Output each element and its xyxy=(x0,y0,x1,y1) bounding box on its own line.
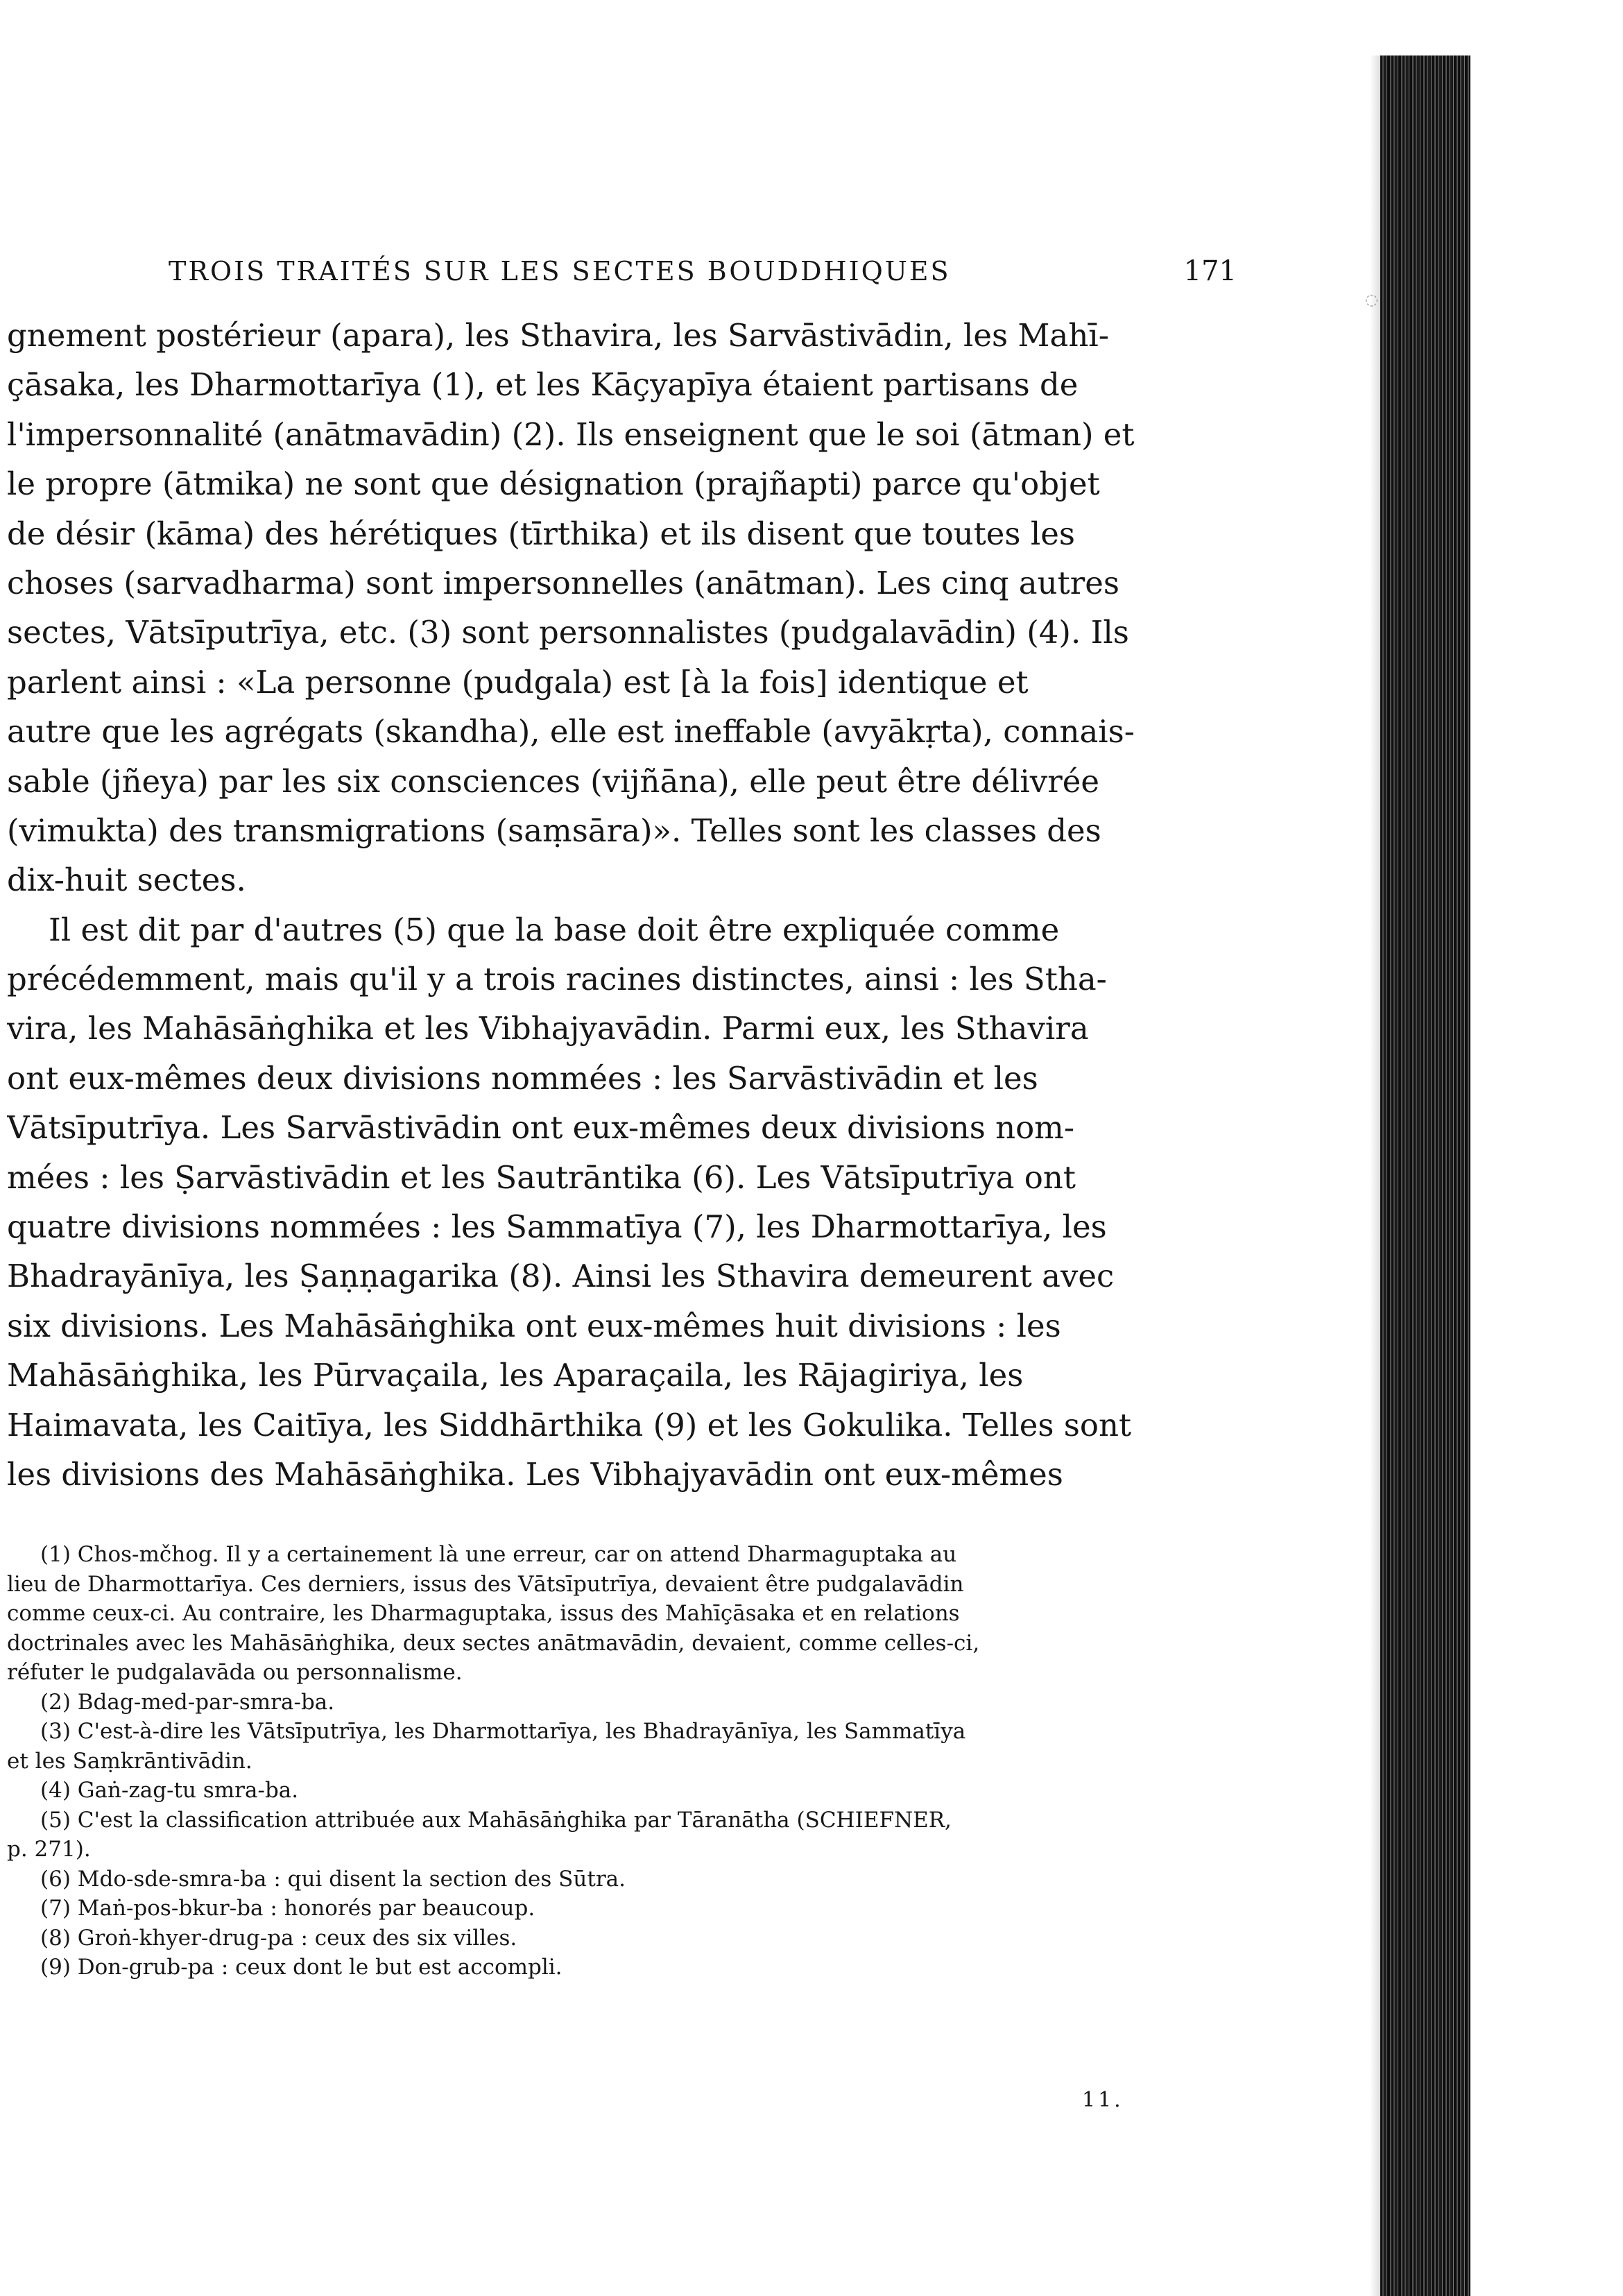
text-line: l'impersonnalité (anātmavādin) (2). Ils enseignent que le soi (ātman) et xyxy=(7,415,1135,453)
footnote-line: comme ceux-ci. Au contraire, les Dharmaguptaka, issus des Mahīçāsaka et en relations xyxy=(7,1601,960,1626)
footnotes xyxy=(7,1540,1224,1982)
footnote-line: et les Saṃkrāntivādin. xyxy=(7,1748,252,1774)
text-line: ont eux-mêmes deux divisions nommées : les Sarvāstivādin et les xyxy=(7,1059,1038,1097)
text-line: gnement postérieur (apara), les Sthavira, les Sarvāstivādin, les Mahī- xyxy=(7,317,1109,354)
footnote-line: (5) C'est la classification attribuée aux Mahāsāṅghika par Tāranātha (SCHIEFNER, xyxy=(40,1807,952,1833)
text-line: Haimavata, les Caitīya, les Siddhārthika (9) et les Gokulika. Telles sont xyxy=(7,1406,1132,1443)
text-line: çāsaka, les Dharmottarīya (1), et les Kāçyapīya étaient partisans de xyxy=(7,366,1079,404)
text-line: le propre (ātmika) ne sont que désignation (prajñapti) parce qu'objet xyxy=(7,465,1100,503)
footnote-line: (8) Groṅ-khyer-drug-pa : ceux des six villes. xyxy=(40,1925,517,1951)
footnote-line: (4) Gaṅ-zag-tu smra-ba. xyxy=(40,1778,299,1803)
main-text xyxy=(0,311,1221,1499)
footnote-line: (3) C'est-à-dire les Vātsīputrīya, les Dharmottarīya, les Bhadrayānīya, les Sammatīya xyxy=(40,1719,966,1744)
text-line: précédemment, mais qu'il y a trois racines distinctes, ainsi : les Stha- xyxy=(7,961,1107,998)
footnote-line: (6) Mdo-sde-smra-ba : qui disent la section des Sūtra. xyxy=(40,1866,626,1892)
text-line: de désir (kāma) des hérétiques (tīrthika) et ils disent que toutes les xyxy=(7,515,1075,552)
footnote-line: lieu de Dharmottarīya. Ces derniers, issus des Vātsīputrīya, devaient être pudgalavādin xyxy=(7,1571,964,1597)
text-line: Mahāsāṅghika, les Pūrvaçaila, les Aparaçaila, les Rājagiriya, les xyxy=(7,1357,1024,1394)
text-line: sectes, Vātsīputrīya, etc. (3) sont personnalistes (pudgalavādin) (4). Ils xyxy=(7,614,1129,651)
text-line: vira, les Mahāsāṅghika et les Vibhajyavādin. Parmi eux, les Sthavira xyxy=(7,1010,1089,1047)
text-line: dix-huit sectes. xyxy=(7,862,246,899)
footnote-line: réfuter le pudgalavāda ou personnalisme. xyxy=(7,1660,463,1685)
text-line: mées : les Ṣarvāstivādin et les Sautrāntika (6). Les Vātsīputrīya ont xyxy=(7,1158,1076,1196)
footnote-line: (1) Chos-mčhog. Il y a certainement là une erreur, car on attend Dharmaguptaka au xyxy=(40,1542,957,1567)
text-line: autre que les agrégats (skandha), elle est ineffable (avyākṛta), connais- xyxy=(7,713,1135,751)
footnote-line: doctrinales avec les Mahāsāṅghika, deux sectes anātmavādin, devaient, comme celles-ci, xyxy=(7,1630,980,1656)
text-line: choses (sarvadharma) sont impersonnelles (anātman). Les cinq autres xyxy=(7,564,1119,601)
footnote-line: p. 271). xyxy=(7,1837,91,1862)
footnote-line: (2) Bdag-med-par-smra-ba. xyxy=(40,1689,335,1715)
footnote-line: (7) Maṅ-pos-bkur-ba : honorés par beaucoup. xyxy=(40,1896,535,1921)
text-line: (vimukta) des transmigrations (saṃsāra)». Telles sont les classes des xyxy=(7,812,1101,849)
margin-mark: ◌ xyxy=(1365,291,1379,309)
page-number: 171 xyxy=(1183,255,1237,287)
footnote-line: (9) Don-grub-pa : ceux dont le but est accompli. xyxy=(40,1955,563,1980)
text-line: six divisions. Les Mahāsāṅghika ont eux-mêmes huit divisions : les xyxy=(7,1307,1061,1344)
text-line: Il est dit par d'autres (5) que la base doit être expliquée comme xyxy=(49,911,1060,948)
text-line: sable (jñeya) par les six consciences (vijñāna), elle peut être délivrée xyxy=(7,762,1099,800)
text-line: parlent ainsi : «La personne (pudgala) est [à la fois] identique et xyxy=(7,663,1029,701)
text-line: les divisions des Mahāsāṅghika. Les Vibhajyavādin ont eux-mêmes xyxy=(7,1455,1063,1493)
signature-mark: 11. xyxy=(1082,2088,1124,2112)
running-title: TROIS TRAITÉS SUR LES SECTES BOUDDHIQUES xyxy=(169,256,951,286)
book-spine-edge xyxy=(1380,55,1470,2296)
text-line: quatre divisions nommées : les Sammatīya (7), les Dharmottarīya, les xyxy=(7,1208,1107,1246)
running-head xyxy=(169,255,1237,293)
text-line: Bhadrayānīya, les Ṣaṇṇagarika (8). Ainsi les Sthavira demeurent avec xyxy=(7,1258,1115,1295)
text-line: Vātsīputrīya. Les Sarvāstivādin ont eux-mêmes deux divisions nom- xyxy=(7,1109,1075,1147)
